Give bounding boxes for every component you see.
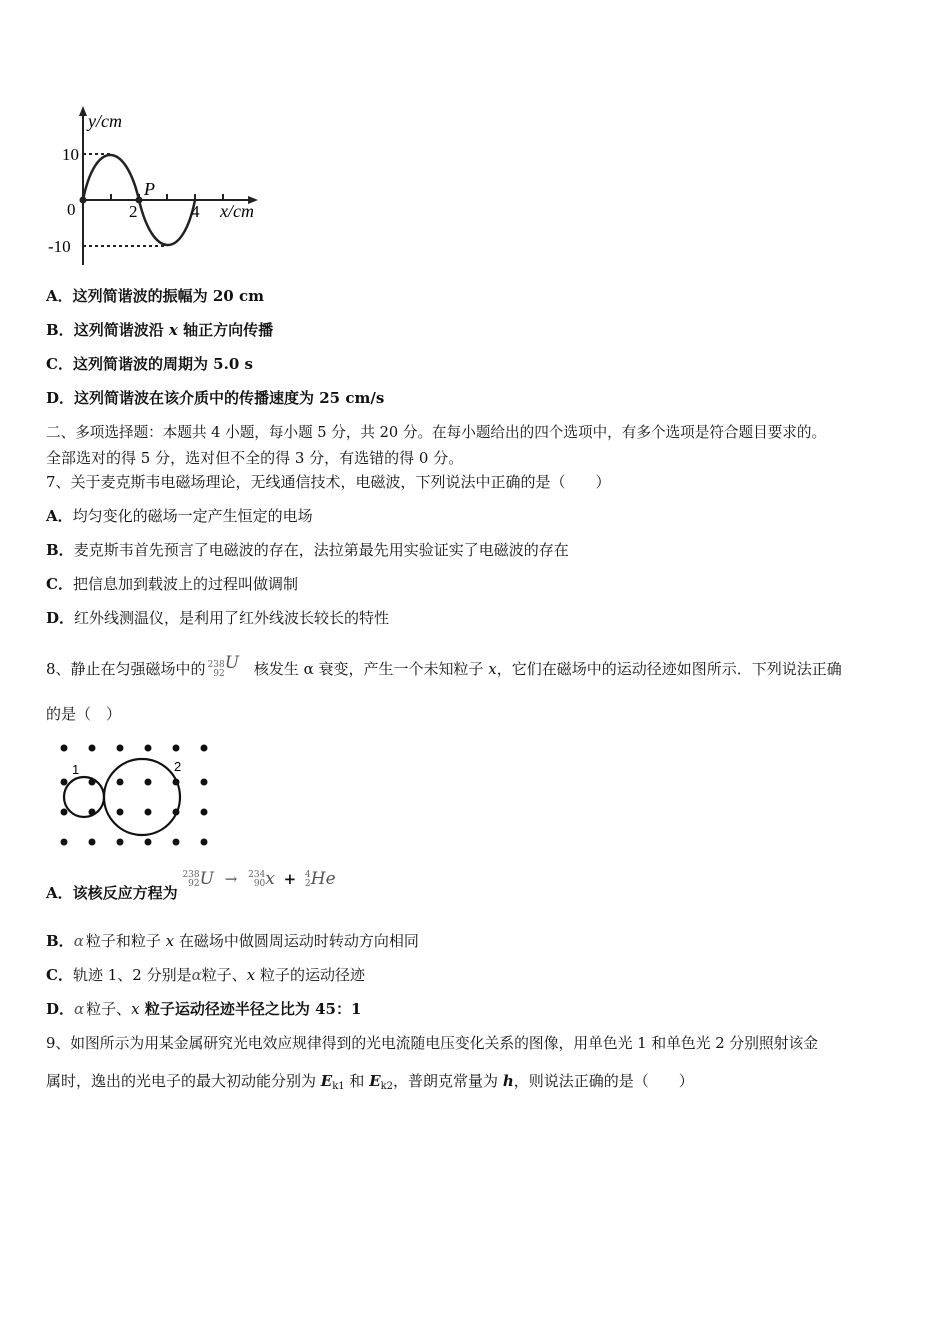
q7-option-c-label: C．: [46, 575, 73, 593]
trajectory-2-label: 2: [174, 759, 182, 774]
q8-stem-pre: 8、静止在匀强磁场中的: [46, 660, 206, 678]
wave-graph: [40, 100, 280, 275]
q7-stem: 7、关于麦克斯韦电磁场理论，无线通信技术，电磁波，下列说法中正确的是（ ）: [46, 473, 611, 491]
q6-option-c: [46, 353, 253, 375]
q9-ek2-symbol: E: [369, 1072, 381, 1090]
q8-option-d-alpha: α: [74, 1000, 85, 1018]
origin-point: [80, 197, 87, 204]
q6-option-d: [46, 387, 384, 409]
q8-stem-post: ，它们在磁场中的运动径迹如图所示．下列说法正确: [496, 660, 842, 678]
q6-option-b-var: x: [168, 321, 178, 339]
eq-x-symbol: x: [265, 869, 275, 889]
q8-option-a: [46, 868, 336, 908]
y-axis-label: y/cm: [88, 111, 122, 131]
eq-plus: +: [283, 870, 297, 888]
q6-option-c-label: C．: [46, 355, 73, 373]
point-p-label: P: [144, 179, 155, 199]
y-axis-arrow: [79, 106, 87, 116]
eq-u-charge: 92: [188, 879, 200, 889]
eq-u-symbol: U: [199, 869, 214, 889]
eq-he-charge: 2: [305, 879, 311, 889]
q7-option-a: [46, 505, 313, 527]
eq-u-mass: 238: [182, 870, 200, 880]
q6-option-d-label: D．: [46, 389, 75, 407]
q9-ek2-sub: k2: [380, 1081, 394, 1092]
q9-line2-post: ，则说法正确的是（ ）: [513, 1072, 694, 1090]
x-axis-label: x/cm: [220, 201, 254, 221]
q8-option-b-label: B．: [46, 932, 74, 950]
q8-u-symbol: U: [224, 653, 240, 673]
q7-option-c-text: 把信息加到载波上的过程叫做调制: [72, 575, 298, 593]
q8-option-c-var: x: [246, 966, 256, 984]
trajectory-1: [64, 777, 104, 817]
q6-option-b-label: B．: [46, 321, 74, 339]
section2-heading: 二、多项选择题：本题共 4 小题，每小题 5 分，共 20 分。在每小题给出的四个选项中，有多个选项是符合题目要求的。: [46, 424, 827, 441]
q7-option-d: [46, 607, 389, 629]
q8-option-c-label: C．: [46, 966, 73, 984]
q7-option-b: [46, 539, 569, 561]
q8-option-c-text-mid: 粒子、: [201, 966, 247, 984]
q8-option-a-text: 该核反应方程为: [72, 884, 178, 902]
q8-option-d-var: x: [131, 1000, 140, 1018]
q8-option-b-var: x: [165, 932, 175, 950]
q8-option-d-label: D．: [46, 1000, 75, 1018]
section2-instructions: 全部选对的得 5 分，选对但不全的得 3 分，有选错的得 0 分。: [46, 449, 464, 467]
q9-line2-mid: ，普朗克常量为: [393, 1072, 503, 1090]
q8-option-b-alpha: α: [73, 932, 84, 950]
origin-label: 0: [67, 200, 76, 219]
q7-option-b-text: 麦克斯韦首先预言了电磁波的存在，法拉第最先用实验证实了电磁波的存在: [73, 541, 569, 559]
q6-option-a: [46, 285, 264, 307]
q8-equation: [182, 869, 335, 889]
q6-option-b: [46, 319, 273, 341]
q7-option-d-label: D．: [46, 609, 75, 627]
q8-option-d: [46, 998, 361, 1020]
eq-u-nuclide: [182, 871, 199, 889]
magnetic-field-figure: [46, 735, 226, 855]
q8-uranium-nuclide: [208, 661, 225, 679]
q8-stem-mid: 核发生 α 衰变，产生一个未知粒子: [249, 660, 489, 678]
q8-option-c-text-pre: 轨迹 1、2 分别是: [72, 966, 192, 984]
q8-stem-line1: [46, 646, 842, 680]
trajectory-1-label: 1: [72, 762, 80, 777]
q7-option-c: [46, 573, 298, 595]
eq-arrow: →: [224, 870, 238, 888]
q7-option-d-text: 红外线测温仪，是利用了红外线波长较长的特性: [74, 609, 390, 627]
q7-option-a-text: 均匀变化的磁场一定产生恒定的电场: [72, 507, 313, 525]
q6-option-a-label: A．: [46, 287, 73, 305]
y-tick-10: 10: [62, 145, 79, 164]
q8-option-a-label: A．: [46, 884, 73, 902]
trajectory-2: [104, 759, 180, 835]
q9-planck-h: h: [502, 1072, 514, 1090]
q6-option-b-text-pre: 这列简谐波沿: [73, 321, 169, 339]
q7-option-b-label: B．: [46, 541, 74, 559]
q6-option-d-text: 这列简谐波在该介质中的传播速度为 25 cm/s: [74, 389, 385, 407]
eq-x-nuclide: [248, 871, 265, 889]
eq-x-charge: 90: [253, 879, 266, 889]
q9-line2-pre: 属时，逸出的光电子的最大初动能分别为: [46, 1072, 321, 1090]
eq-he-symbol: He: [310, 869, 336, 889]
q9-ek1-symbol: E: [320, 1072, 333, 1090]
q9-stem-line2: [46, 1070, 694, 1098]
x-tick-2: 2: [129, 202, 138, 221]
q8-var-x: x: [488, 660, 497, 678]
y-tick-neg10: -10: [48, 237, 71, 256]
q8-option-b: [46, 930, 419, 952]
q8-option-c-text-post: 粒子的运动径迹: [255, 966, 365, 984]
q8-u-mass: 238: [207, 660, 225, 670]
q6-option-c-text: 这列简谐波的周期为 5.0 s: [72, 355, 253, 373]
q8-u-charge: 92: [213, 669, 225, 679]
q8-option-d-text-post: 粒子运动径迹半径之比为 45：1: [139, 1000, 362, 1018]
q8-option-b-text-post: 在磁场中做圆周运动时转动方向相同: [174, 932, 419, 950]
q8-option-b-text-pre: 粒子和粒子: [85, 932, 166, 950]
q8-option-c-alpha: α: [191, 966, 202, 984]
q9-and: 和: [344, 1072, 370, 1090]
q8-option-c: [46, 964, 365, 986]
q9-ek1-sub: k1: [332, 1081, 345, 1092]
q6-option-b-text-post: 轴正方向传播: [177, 321, 274, 339]
q6-option-a-text: 这列简谐波的振幅为 20 cm: [72, 287, 264, 305]
eq-he-mass: 4: [305, 870, 311, 880]
q9-stem-line1: 9、如图所示为用某金属研究光电效应规律得到的光电流随电压变化关系的图像，用单色光 1 和单色光 2 分别照射该金: [46, 1035, 819, 1052]
eq-he-nuclide: [305, 871, 311, 889]
q8-option-d-text-pre: 粒子、: [86, 1000, 132, 1018]
q8-stem-line2: 的是（ ）: [46, 705, 122, 723]
x-tick-4: 4: [191, 202, 200, 221]
q7-option-a-label: A．: [46, 507, 73, 525]
eq-x-mass: 234: [248, 870, 266, 880]
